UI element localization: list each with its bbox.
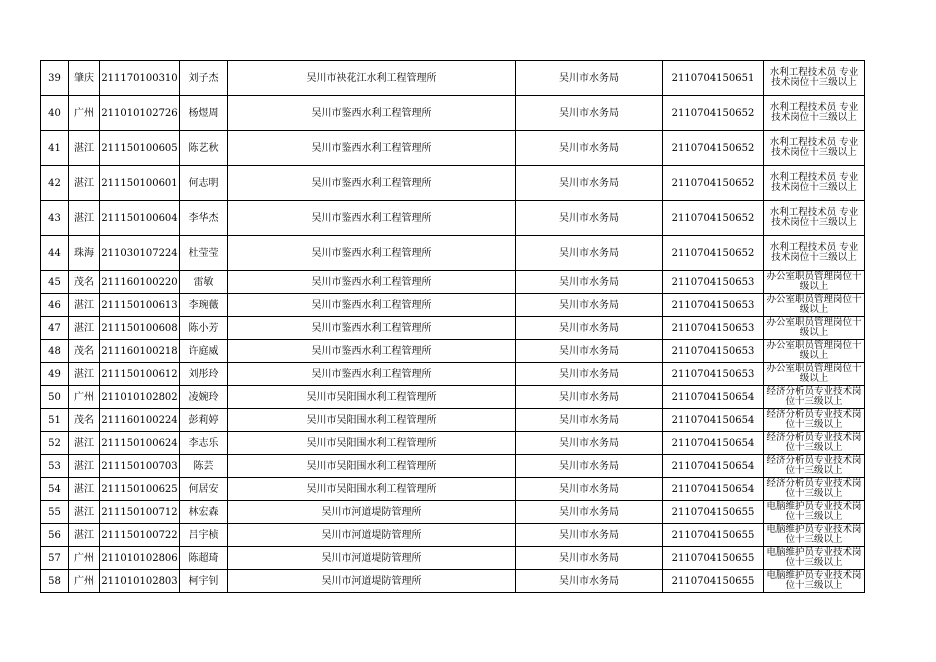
city-cell: 湛江 (69, 363, 100, 386)
unit-cell: 吴川市鉴西水利工程管理所 (228, 271, 516, 294)
post-code-cell: 2110704150655 (663, 570, 764, 593)
city-cell: 湛江 (69, 317, 100, 340)
department-cell: 吴川市水务局 (516, 271, 663, 294)
exam-id-cell: 211150100605 (100, 131, 180, 166)
results-table (40, 60, 865, 593)
city-cell: 广州 (69, 96, 100, 131)
city-cell: 广州 (69, 547, 100, 570)
post-code-cell: 2110704150655 (663, 524, 764, 547)
city-cell: 湛江 (69, 501, 100, 524)
post-title-cell: 水利工程技术员 专业技术岗位十三级以上 (764, 201, 865, 236)
department-cell: 吴川市水务局 (516, 201, 663, 236)
row-number-cell: 52 (41, 432, 69, 455)
post-code-cell: 2110704150652 (663, 96, 764, 131)
city-cell: 湛江 (69, 201, 100, 236)
name-cell: 陈艺秋 (180, 131, 228, 166)
row-number-cell: 39 (41, 61, 69, 96)
table-row (41, 432, 865, 455)
exam-id-cell: 211150100612 (100, 363, 180, 386)
post-code-cell: 2110704150654 (663, 478, 764, 501)
table-row (41, 131, 865, 166)
post-title-cell: 办公室职员管理岗位十级以上 (764, 317, 865, 340)
exam-id-cell: 211150100703 (100, 455, 180, 478)
post-code-cell: 2110704150653 (663, 271, 764, 294)
table-row (41, 96, 865, 131)
department-cell: 吴川市水务局 (516, 570, 663, 593)
city-cell: 茂名 (69, 340, 100, 363)
city-cell: 肇庆 (69, 61, 100, 96)
name-cell: 凌婉玲 (180, 386, 228, 409)
unit-cell: 吴川市鉴西水利工程管理所 (228, 294, 516, 317)
post-code-cell: 2110704150652 (663, 166, 764, 201)
department-cell: 吴川市水务局 (516, 524, 663, 547)
city-cell: 广州 (69, 570, 100, 593)
exam-id-cell: 211170100310 (100, 61, 180, 96)
row-number-cell: 48 (41, 340, 69, 363)
city-cell: 湛江 (69, 524, 100, 547)
department-cell: 吴川市水务局 (516, 478, 663, 501)
post-code-cell: 2110704150654 (663, 455, 764, 478)
name-cell: 何居安 (180, 478, 228, 501)
name-cell: 柯宇钊 (180, 570, 228, 593)
post-title-cell: 办公室职员管理岗位十级以上 (764, 340, 865, 363)
row-number-cell: 54 (41, 478, 69, 501)
table-row (41, 570, 865, 593)
exam-id-cell: 211150100625 (100, 478, 180, 501)
department-cell: 吴川市水务局 (516, 432, 663, 455)
post-title-cell: 电脑维护员专业技术岗位十三级以上 (764, 501, 865, 524)
city-cell: 湛江 (69, 166, 100, 201)
department-cell: 吴川市水务局 (516, 409, 663, 432)
unit-cell: 吴川市鉴西水利工程管理所 (228, 317, 516, 340)
exam-id-cell: 211160100220 (100, 271, 180, 294)
department-cell: 吴川市水务局 (516, 61, 663, 96)
exam-id-cell: 211150100722 (100, 524, 180, 547)
table-row (41, 340, 865, 363)
row-number-cell: 47 (41, 317, 69, 340)
department-cell: 吴川市水务局 (516, 340, 663, 363)
exam-id-cell: 211160100224 (100, 409, 180, 432)
table-row (41, 61, 865, 96)
unit-cell: 吴川市吴阳围水利工程管理所 (228, 478, 516, 501)
exam-id-cell: 211150100624 (100, 432, 180, 455)
post-title-cell: 水利工程技术员 专业技术岗位十三级以上 (764, 96, 865, 131)
row-number-cell: 51 (41, 409, 69, 432)
city-cell: 广州 (69, 386, 100, 409)
exam-id-cell: 211010102802 (100, 386, 180, 409)
unit-cell: 吴川市鉴西水利工程管理所 (228, 340, 516, 363)
name-cell: 何志明 (180, 166, 228, 201)
post-title-cell: 办公室职员管理岗位十级以上 (764, 294, 865, 317)
post-title-cell: 水利工程技术员 专业技术岗位十三级以上 (764, 166, 865, 201)
post-code-cell: 2110704150653 (663, 294, 764, 317)
row-number-cell: 53 (41, 455, 69, 478)
city-cell: 湛江 (69, 294, 100, 317)
exam-id-cell: 211150100604 (100, 201, 180, 236)
department-cell: 吴川市水务局 (516, 547, 663, 570)
name-cell: 吕宇桢 (180, 524, 228, 547)
unit-cell: 吴川市袂花江水利工程管理所 (228, 61, 516, 96)
unit-cell: 吴川市吴阳围水利工程管理所 (228, 409, 516, 432)
department-cell: 吴川市水务局 (516, 455, 663, 478)
row-number-cell: 41 (41, 131, 69, 166)
exam-id-cell: 211010102726 (100, 96, 180, 131)
post-title-cell: 水利工程技术员 专业技术岗位十三级以上 (764, 236, 865, 271)
name-cell: 李琬薇 (180, 294, 228, 317)
post-title-cell: 水利工程技术员 专业技术岗位十三级以上 (764, 131, 865, 166)
department-cell: 吴川市水务局 (516, 363, 663, 386)
post-title-cell: 电脑维护员专业技术岗位十三级以上 (764, 524, 865, 547)
name-cell: 许庭威 (180, 340, 228, 363)
post-code-cell: 2110704150654 (663, 432, 764, 455)
department-cell: 吴川市水务局 (516, 166, 663, 201)
post-title-cell: 经济分析员专业技术岗位十三级以上 (764, 478, 865, 501)
unit-cell: 吴川市河道堤防管理所 (228, 501, 516, 524)
department-cell: 吴川市水务局 (516, 317, 663, 340)
post-title-cell: 电脑维护员专业技术岗位十三级以上 (764, 547, 865, 570)
table-row (41, 455, 865, 478)
table-row (41, 363, 865, 386)
name-cell: 刘彤玲 (180, 363, 228, 386)
department-cell: 吴川市水务局 (516, 131, 663, 166)
post-title-cell: 经济分析员专业技术岗位十三级以上 (764, 432, 865, 455)
exam-id-cell: 211010102803 (100, 570, 180, 593)
city-cell: 湛江 (69, 455, 100, 478)
department-cell: 吴川市水务局 (516, 386, 663, 409)
unit-cell: 吴川市吴阳围水利工程管理所 (228, 386, 516, 409)
post-code-cell: 2110704150655 (663, 547, 764, 570)
table-row (41, 501, 865, 524)
city-cell: 湛江 (69, 432, 100, 455)
unit-cell: 吴川市鉴西水利工程管理所 (228, 96, 516, 131)
row-number-cell: 42 (41, 166, 69, 201)
row-number-cell: 55 (41, 501, 69, 524)
table-row (41, 201, 865, 236)
table-row (41, 524, 865, 547)
row-number-cell: 44 (41, 236, 69, 271)
unit-cell: 吴川市鉴西水利工程管理所 (228, 166, 516, 201)
name-cell: 刘子杰 (180, 61, 228, 96)
exam-id-cell: 211150100601 (100, 166, 180, 201)
city-cell: 湛江 (69, 131, 100, 166)
table-row (41, 294, 865, 317)
name-cell: 雷敏 (180, 271, 228, 294)
unit-cell: 吴川市吴阳围水利工程管理所 (228, 432, 516, 455)
post-title-cell: 水利工程技术员 专业技术岗位十三级以上 (764, 61, 865, 96)
name-cell: 林宏森 (180, 501, 228, 524)
post-code-cell: 2110704150654 (663, 409, 764, 432)
post-code-cell: 2110704150654 (663, 386, 764, 409)
table-body (41, 61, 865, 593)
post-code-cell: 2110704150652 (663, 236, 764, 271)
city-cell: 珠海 (69, 236, 100, 271)
row-number-cell: 57 (41, 547, 69, 570)
table-row (41, 236, 865, 271)
unit-cell: 吴川市鉴西水利工程管理所 (228, 131, 516, 166)
row-number-cell: 46 (41, 294, 69, 317)
exam-id-cell: 211150100712 (100, 501, 180, 524)
city-cell: 茂名 (69, 409, 100, 432)
table-row (41, 271, 865, 294)
row-number-cell: 43 (41, 201, 69, 236)
exam-id-cell: 211030107224 (100, 236, 180, 271)
row-number-cell: 50 (41, 386, 69, 409)
department-cell: 吴川市水务局 (516, 294, 663, 317)
city-cell: 湛江 (69, 478, 100, 501)
exam-id-cell: 211150100608 (100, 317, 180, 340)
unit-cell: 吴川市河道堤防管理所 (228, 547, 516, 570)
post-code-cell: 2110704150655 (663, 501, 764, 524)
table-row (41, 478, 865, 501)
department-cell: 吴川市水务局 (516, 501, 663, 524)
unit-cell: 吴川市吴阳围水利工程管理所 (228, 455, 516, 478)
row-number-cell: 56 (41, 524, 69, 547)
unit-cell: 吴川市鉴西水利工程管理所 (228, 363, 516, 386)
row-number-cell: 49 (41, 363, 69, 386)
post-title-cell: 经济分析员专业技术岗位十三级以上 (764, 455, 865, 478)
post-title-cell: 经济分析员专业技术岗位十三级以上 (764, 409, 865, 432)
exam-id-cell: 211150100613 (100, 294, 180, 317)
name-cell: 杨煜周 (180, 96, 228, 131)
table-row (41, 166, 865, 201)
unit-cell: 吴川市河道堤防管理所 (228, 570, 516, 593)
city-cell: 茂名 (69, 271, 100, 294)
name-cell: 陈芸 (180, 455, 228, 478)
exam-id-cell: 211010102806 (100, 547, 180, 570)
post-title-cell: 经济分析员专业技术岗位十三级以上 (764, 386, 865, 409)
department-cell: 吴川市水务局 (516, 236, 663, 271)
name-cell: 李志乐 (180, 432, 228, 455)
table-row (41, 547, 865, 570)
post-code-cell: 2110704150653 (663, 363, 764, 386)
name-cell: 陈超琦 (180, 547, 228, 570)
post-title-cell: 电脑维护员专业技术岗位十三级以上 (764, 570, 865, 593)
unit-cell: 吴川市河道堤防管理所 (228, 524, 516, 547)
row-number-cell: 58 (41, 570, 69, 593)
post-code-cell: 2110704150652 (663, 131, 764, 166)
name-cell: 李华杰 (180, 201, 228, 236)
post-title-cell: 办公室职员管理岗位十级以上 (764, 271, 865, 294)
table-row (41, 386, 865, 409)
name-cell: 杜莹莹 (180, 236, 228, 271)
post-code-cell: 2110704150652 (663, 201, 764, 236)
row-number-cell: 45 (41, 271, 69, 294)
post-code-cell: 2110704150651 (663, 61, 764, 96)
table-row (41, 317, 865, 340)
name-cell: 彭莉婷 (180, 409, 228, 432)
row-number-cell: 40 (41, 96, 69, 131)
unit-cell: 吴川市鉴西水利工程管理所 (228, 236, 516, 271)
department-cell: 吴川市水务局 (516, 96, 663, 131)
post-code-cell: 2110704150653 (663, 317, 764, 340)
exam-id-cell: 211160100218 (100, 340, 180, 363)
post-code-cell: 2110704150653 (663, 340, 764, 363)
table-row (41, 409, 865, 432)
name-cell: 陈小芳 (180, 317, 228, 340)
unit-cell: 吴川市鉴西水利工程管理所 (228, 201, 516, 236)
post-title-cell: 办公室职员管理岗位十级以上 (764, 363, 865, 386)
